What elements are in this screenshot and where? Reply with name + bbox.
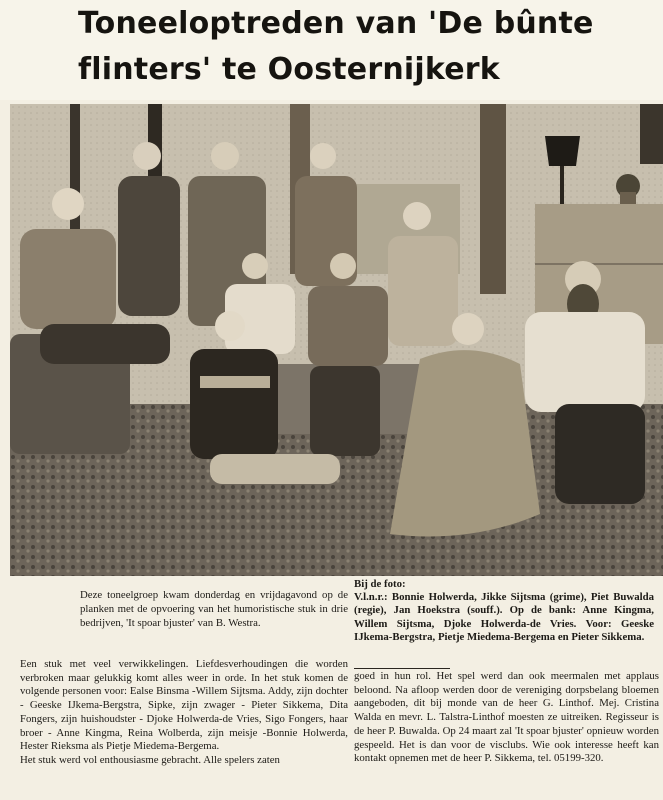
caption-title: Bij de foto:	[354, 578, 406, 590]
column-divider-rule	[354, 668, 450, 669]
headline-line-1: Toneeloptreden van 'De bûnte	[78, 6, 594, 41]
caption-body: V.l.n.r.: Bonnie Holwerda, Jikke Sijtsma (grime), Piet Buwalda (regie), Jan Hoekstra (souff.). Op de bank: Anne Kingma, Willem Sijtsma, Djoke Holwerda-de Vries. Voor: Geeske IJkema-Bergstra, Pietje Miedema-Bergema en Pieter Sikkema.	[354, 591, 654, 643]
headline	[0, 0, 663, 100]
article-column-2	[354, 670, 659, 766]
photo-caption	[354, 578, 654, 644]
article-paragraph: Een stuk met veel verwikkelingen. Liefdesverhoudingen die worden verbroken maar gelukkig komt alles weer in orde. In het stuk komen de volgende personen voor: Ealse Binsma -Willem Sijtsma. Addy, zijn dochter - Geeske IJkema-Bergstra, Sipke, zijn zwager - Pieter Sikkema, Dita Fongers, zijn huishoudster - Djoke Holwerda-de Vries, Sigo Fongers, haar broer - Anne Kingma, Reina Wolberda, zijn meisje -Bonnie Holwerda, Hester Rieksma als Pietje Miedema-Bergema.	[20, 658, 348, 753]
headline-line-2: flinters' te Oosternijkerk	[78, 52, 500, 87]
article-column-1	[20, 658, 348, 768]
intro-paragraph: Deze toneelgroep kwam donderdag en vrijdagavond op de planken met de opvoering van het humoristische stuk in drie bedrijven, 'It spoar bjuster' van B. Westra.	[80, 589, 348, 629]
group-photo	[10, 104, 663, 576]
article-paragraph: goed in hun rol. Het spel werd dan ook meermalen met applaus beloond. Na afloop werden door de vereniging dorpsbelang bloemen aangeboden, dit bij monde van de heer G. Linthof. Mej. Cristina Walda en mevr. L. Talstra-Linthof moesten ze uitreiken. Regisseur is de heer P. Buwalda. Op 24 maart zal 'It spoar bjuster' opnieuw worden gespeeld. Het is dan voor de visclubs. Wie ook interesse heeft kan kontakt opnemen met de heer P. Sikkema, tel. 05199-320.	[354, 670, 659, 765]
article-paragraph: Het stuk werd vol enthousiasme gebracht. Alle spelers zaten	[20, 753, 280, 766]
group-photo-illustration	[10, 104, 663, 576]
